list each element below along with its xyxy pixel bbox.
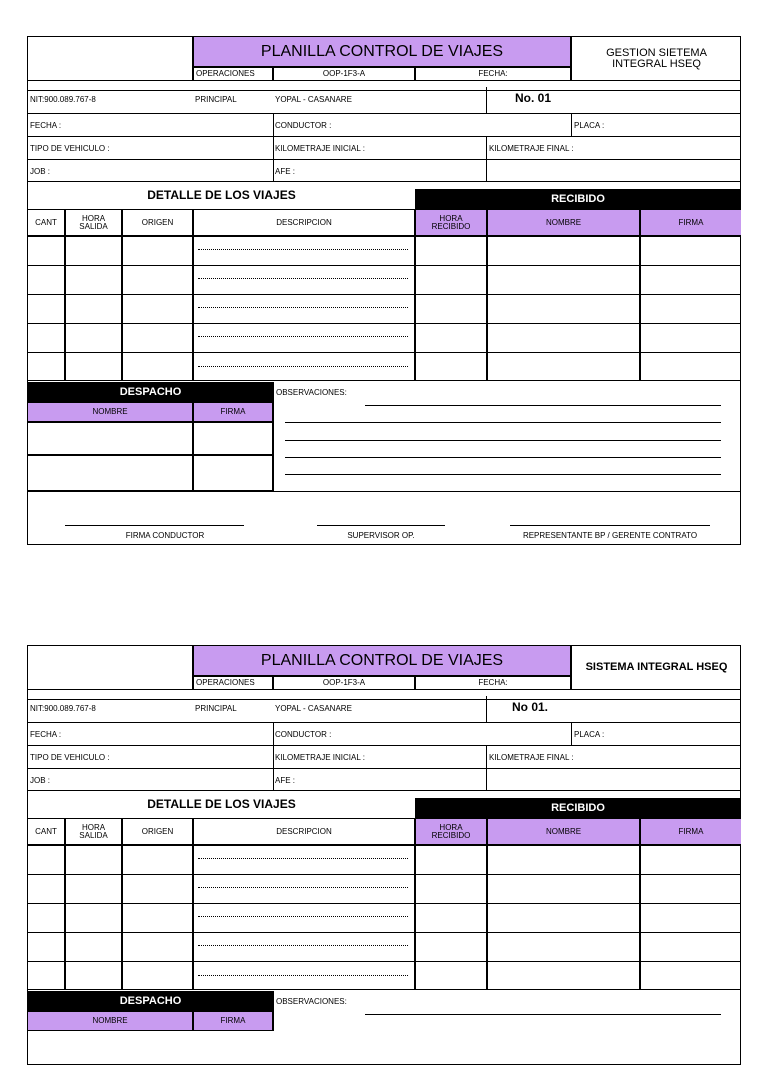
despacho-nombre: NOMBRE bbox=[28, 1011, 193, 1031]
tipo-vehiculo-label: TIPO DE VEHICULO : bbox=[30, 753, 110, 762]
col-origen: ORIGEN bbox=[122, 818, 193, 845]
header-fecha-label: FECHA: bbox=[415, 676, 571, 690]
form-number: No 01. bbox=[512, 700, 549, 714]
system-name: GESTION SIETEMA INTEGRAL HSEQ bbox=[571, 37, 741, 81]
operaciones-label: OPERACIONES bbox=[193, 67, 273, 81]
detalle-heading: DETALLE DE LOS VIAJES bbox=[147, 797, 296, 811]
observaciones-label: OBSERVACIONES: bbox=[276, 997, 347, 1006]
recibido-heading: RECIBIDO bbox=[415, 189, 741, 209]
col-nombre: NOMBRE bbox=[487, 209, 640, 236]
col-hora-salida: HORA SALIDA bbox=[65, 209, 122, 236]
observaciones-label: OBSERVACIONES: bbox=[276, 388, 347, 397]
document-code: OOP-1F3-A bbox=[273, 676, 415, 690]
principal-label: PRINCIPAL bbox=[195, 95, 237, 104]
km-final-label: KILOMETRAJE FINAL : bbox=[489, 753, 574, 762]
detalle-heading: DETALLE DE LOS VIAJES bbox=[147, 188, 296, 202]
km-inicial-label: KILOMETRAJE INICIAL : bbox=[275, 753, 365, 762]
col-nombre: NOMBRE bbox=[487, 818, 640, 845]
logo-area bbox=[28, 646, 193, 690]
supervisor-label: SUPERVISOR OP. bbox=[347, 531, 415, 540]
despacho-heading: DESPACHO bbox=[28, 382, 273, 402]
fecha-label: FECHA : bbox=[30, 121, 62, 130]
principal-label: PRINCIPAL bbox=[195, 704, 237, 713]
afe-label: AFE : bbox=[275, 167, 296, 176]
conductor-label: CONDUCTOR : bbox=[275, 730, 332, 739]
representante-label: REPRESENTANTE BP / GERENTE CONTRATO bbox=[522, 531, 698, 540]
firma-conductor-label: FIRMA CONDUCTOR bbox=[125, 531, 205, 540]
col-hora-salida: HORA SALIDA bbox=[65, 818, 122, 845]
col-descripcion: DESCRIPCION bbox=[193, 818, 415, 845]
tipo-vehiculo-label: TIPO DE VEHICULO : bbox=[30, 144, 110, 153]
recibido-heading: RECIBIDO bbox=[415, 798, 741, 818]
trip-control-form-2 bbox=[27, 645, 741, 1065]
placa-label: PLACA : bbox=[574, 730, 605, 739]
nit: NIT:900.089.767-8 bbox=[30, 95, 96, 104]
col-cant: CANT bbox=[28, 818, 65, 845]
despacho-heading: DESPACHO bbox=[28, 991, 273, 1011]
despacho-firma: FIRMA bbox=[193, 1011, 273, 1031]
col-firma: FIRMA bbox=[640, 209, 741, 236]
location: YOPAL - CASANARE bbox=[275, 95, 352, 104]
header-fecha-label: FECHA: bbox=[415, 67, 571, 81]
km-inicial-label: KILOMETRAJE INICIAL : bbox=[275, 144, 365, 153]
col-firma: FIRMA bbox=[640, 818, 741, 845]
form-number: No. 01 bbox=[515, 91, 552, 105]
nit: NIT:900.089.767-8 bbox=[30, 704, 96, 713]
placa-label: PLACA : bbox=[574, 121, 605, 130]
km-final-label: KILOMETRAJE FINAL : bbox=[489, 144, 574, 153]
conductor-label: CONDUCTOR : bbox=[275, 121, 332, 130]
col-cant: CANT bbox=[28, 209, 65, 236]
col-origen: ORIGEN bbox=[122, 209, 193, 236]
location: YOPAL - CASANARE bbox=[275, 704, 352, 713]
col-hora-recibido: HORA RECIBIDO bbox=[415, 209, 487, 236]
trip-control-form-1 bbox=[27, 36, 741, 545]
despacho-nombre: NOMBRE bbox=[28, 402, 193, 422]
afe-label: AFE : bbox=[275, 776, 296, 785]
despacho-firma: FIRMA bbox=[193, 402, 273, 422]
col-descripcion: DESCRIPCION bbox=[193, 209, 415, 236]
job-label: JOB : bbox=[30, 167, 51, 176]
system-name: SISTEMA INTEGRAL HSEQ bbox=[571, 646, 741, 690]
form-title: PLANILLA CONTROL DE VIAJES bbox=[193, 646, 571, 676]
form-title: PLANILLA CONTROL DE VIAJES bbox=[193, 37, 571, 67]
logo-area bbox=[28, 37, 193, 81]
col-hora-recibido: HORA RECIBIDO bbox=[415, 818, 487, 845]
document-code: OOP-1F3-A bbox=[273, 67, 415, 81]
fecha-label: FECHA : bbox=[30, 730, 62, 739]
job-label: JOB : bbox=[30, 776, 51, 785]
operaciones-label: OPERACIONES bbox=[193, 676, 273, 690]
